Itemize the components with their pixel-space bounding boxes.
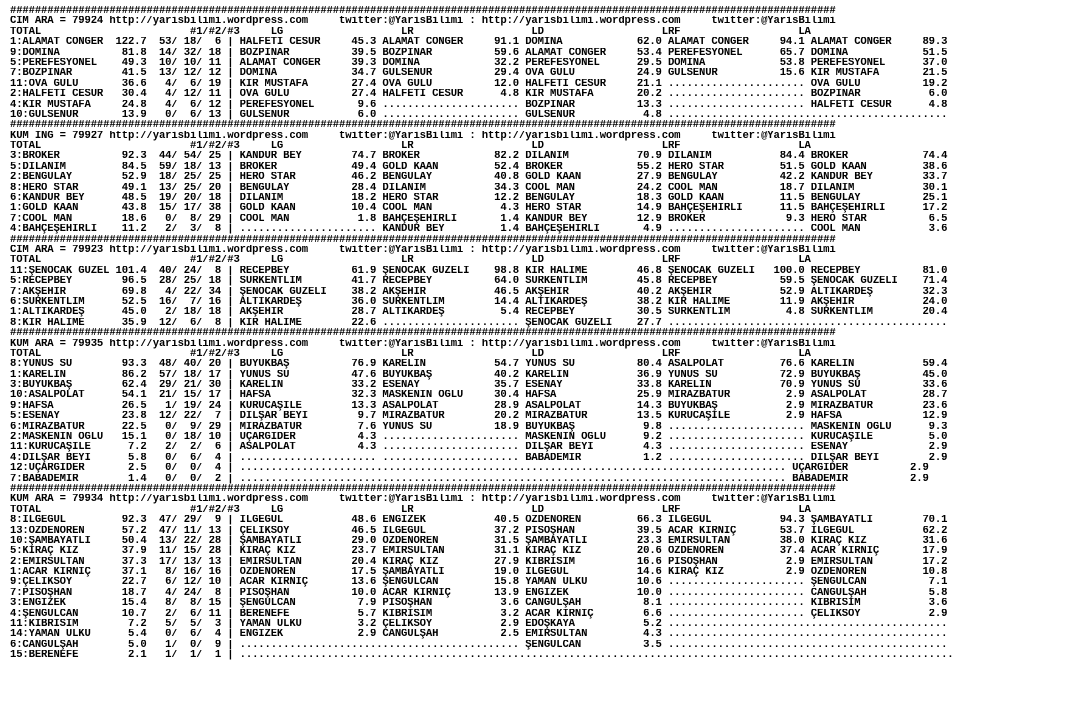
race-header: KUM ARA = 79934 http://yarisbilimi.wordpress.com twitter:@YarisBilimi : http://yarisbilimi.wordpress.com twitter:@YarisBilimi [10, 494, 836, 505]
data-row: 4:BAHÇEŞEHİRLİ 11.2 2/ 3/ 8 | ...................... KANDUR BEY 1.4 BAHÇEŞEHİRLİ 4.9 ...................... COOL MAN 3.6 [10, 224, 948, 235]
data-row: 5:KIRAÇ KIZ 37.9 11/ 15/ 28 | KIRAÇ KIZ 23.7 EMİRSULTAN 31.1 KIRAÇ KIZ 20.6 ÖZDENÖREN 37.4 ACAR KIRNIÇ 17.9 [10, 546, 948, 557]
data-row: 5:ESENAY 23.8 12/ 22/ 7 | DİLŞAR BEYİ 9.7 MİRAZBATUR 20.2 MİRAZBATUR 13.5 KURUCAŞİLE 2.9 HAFSA 12.9 [10, 411, 948, 422]
data-row: 5:PEREFESYONEL 49.3 10/ 10/ 11 | ALAMAT CÖNGER 39.3 DOMİNA 32.2 PEREFESYONEL 29.5 DOMİNA 53.8 PEREFESYONEL 37.0 [10, 57, 948, 69]
data-row: 2:EMİRSULTAN 37.3 17/ 13/ 13 | EMİRSULTAN 20.4 KIRAÇ KIZ 27.9 KİBRİSIM 16.6 PİSOŞHAN 2.9 EMİRSULTAN 17.2 [10, 556, 948, 568]
section-divider: ##################################################################################################################################### [10, 234, 836, 245]
race-header: KUM ING = 79927 http://yarisbilimi.wordpress.com twitter:@YarisBilimi : http://yarisbilimi.wordpress.com twitter:@YarisBilimi [10, 130, 836, 142]
section-divider: ##################################################################################################################################### [10, 120, 836, 131]
race-header: CIM ARA = 79923 http://yarisbilimi.wordpress.com twitter:@YarisBilimi : http://yarisbilimi.wordpress.com twitter:@YarisBilimi [10, 244, 836, 256]
data-row: 2:HALFETİ CESUR 30.4 4/ 12/ 11 | OVA GÜLÜ 27.4 HALFETİ CESUR 4.8 KIR MUSTAFA 20.2 ...................... BOZPINAR 6.0 [10, 89, 948, 100]
data-row: 10:GÜLSENUR 13.9 0/ 6/ 13 | GÜLSENUR 6.0 ...................... GÜLSENUR 4.8 ............................................. [10, 109, 948, 121]
data-row: 1:ALTIKARDEŞ 45.0 2/ 18/ 18 | AKŞEHİR 28.7 ALTIKARDEŞ 5.4 RECEPBEY 30.5 SURKENTLİM 4.8 SURKENTLİM 20.4 [10, 307, 948, 318]
data-row: 11:OVA GÜLÜ 36.6 4/ 6/ 19 | KIR MUSTAFA 27.4 OVA GÜLÜ 12.0 HALFETİ CESUR 21.1 ...................... OVA GÜLÜ 19.2 [10, 78, 948, 90]
column-header-row: TOTAL #1/#2/#3 LG LR LD LRF LA [10, 141, 811, 152]
data-row: 7:BOZPINAR 41.5 13/ 12/ 12 | DOMİNA 34.7 GÜLSENUR 29.4 OVA GÜLÜ 24.9 GÜLSENUR 15.6 KIR MUSTAFA 21.5 [10, 68, 948, 79]
data-row: 14:YAMAN ÜLKÜ 5.4 0/ 6/ 4 | ENGİZEK 2.9 CANGÜLŞAH 2.5 EMİRSULTAN 4.3 ............................................. [10, 629, 948, 640]
data-row: 9:HAFSA 26.5 1/ 19/ 24 | KURUCAŞİLE 13.3 ASALPOLAT 28.9 ASALPOLAT 14.3 BÜYÜKBAŞ 2.9 MİRAZBATUR 23.6 [10, 400, 948, 412]
data-row: 3:BROKER 92.3 44/ 54/ 25 | KANDUR BEY 74.7 BROKER 82.2 DİLANIM 70.9 DİLANIM 84.4 BROKER 74.4 [10, 151, 948, 162]
data-row: 6:CANGÜLŞAH 5.0 1/ 0/ 9 | ............................................. ŞENGÜLCAN 3.5 ............................................. [10, 639, 948, 651]
data-row: 15:BERENEFE 2.1 1/ 1/ 1 | ................................................................................................................... [10, 650, 954, 661]
section-divider: ##################################################################################################################################### [10, 328, 836, 339]
data-row: 11:KİBRİSIM 7.2 5/ 5/ 3 | YAMAN ÜLKÜ 3.2 ÇELİKSOY 2.9 EDOŞKAYA 5.2 ............................................. [10, 619, 948, 630]
data-row: 10:ŞAMBAYATLI 50.4 13/ 22/ 28 | ŞAMBAYATLI 29.0 ÖZDENÖREN 31.5 ŞAMBAYATLI 23.3 EMİRSULTAN 38.0 KIRAÇ KIZ 31.6 [10, 535, 948, 547]
data-row: 1:ACAR KIRNIÇ 37.1 8/ 16/ 16 | ÖZDENÖREN 17.5 ŞAMBAYATLI 19.0 İLGEGÜL 14.6 KIRAÇ KIZ 2.9 ÖZDENÖREN 10.8 [10, 567, 948, 578]
data-row: 3:ENGİZEK 15.4 8/ 8/ 15 | ŞENGÜLCAN 7.9 PİSOŞHAN 3.6 CANGÜLŞAH 8.1 ...................... KİBRİSIM 3.6 [10, 598, 948, 609]
data-row: 3:BÜYÜKBAŞ 62.4 29/ 21/ 30 | KARELİN 33.2 ESENAY 35.7 ESENAY 33.8 KARELİN 70.9 YUNUS SU 33.6 [10, 380, 948, 391]
data-row: 4:DİLŞAR BEYİ 5.8 0/ 6/ 4 | ...................... ...................... BABADEMİR 1.2 ...................... DİLŞAR BEYİ 2.9 [10, 452, 948, 464]
data-row: 2:BENGÜLAY 52.9 18/ 25/ 25 | HERO STAR 46.2 BENGÜLAY 40.8 GOLD KAAN 27.9 BENGÜLAY 42.2 KANDUR BEY 33.7 [10, 172, 948, 183]
data-row: 6:MİRAZBATUR 22.5 0/ 9/ 29 | MİRAZBATUR 7.6 YUNUS SU 18.9 BÜYÜKBAŞ 9.8 ...................... MASKENİN OĞLU 9.3 [10, 421, 948, 433]
race-stats-sheet [10, 6, 954, 661]
data-row: 9:ÇELİKSOY 22.7 6/ 12/ 10 | ACAR KIRNIÇ 13.6 ŞENGÜLCAN 15.8 YAMAN ÜLKÜ 10.6 ...................... ŞENGÜLCAN 7.1 [10, 577, 948, 588]
data-row: 8:YUNUS SU 93.3 48/ 40/ 20 | BÜYÜKBAŞ 76.9 KARELİN 54.7 YUNUS SU 80.4 ASALPOLAT 76.6 KARELİN 59.4 [10, 359, 948, 370]
data-row: 12:UÇARGİDER 2.5 0/ 0/ 4 | ........................................................................................ UÇARGİDER 2.9 [10, 463, 929, 474]
data-row: 4:ŞENGÜLCAN 10.7 2/ 6/ 11 | BERENEFE 5.7 KİBRİSIM 3.2 ACAR KIRNIÇ 6.6 ...................... ÇELİKSOY 2.9 [10, 608, 948, 620]
data-row: 4:KIR MUSTAFA 24.8 4/ 6/ 12 | PEREFESYONEL 9.6 ...................... BOZPINAR 13.3 ...................... HALFETİ CESUR 4.8 [10, 99, 948, 110]
data-row: 11:KURUCAŞİLE 7.2 2/ 2/ 6 | ASALPOLAT 4.3 ...................... DİLŞAR BEYİ 4.3 ...................... ESENAY 2.9 [10, 442, 948, 453]
data-row: 7:COOL MAN 18.6 0/ 8/ 29 | COOL MAN 1.8 BAHÇEŞEHİRLİ 1.4 KANDUR BEY 12.9 BROKER 9.3 HERO STAR 6.5 [10, 213, 948, 225]
data-row: 1:KARELİN 86.2 57/ 18/ 17 | YUNUS SU 47.6 BÜYÜKBAŞ 40.2 KARELİN 36.9 YUNUS SU 72.9 BÜYÜKBAŞ 45.0 [10, 369, 948, 381]
section-divider: ##################################################################################################################################### [10, 6, 836, 17]
data-row: 6:KANDUR BEY 48.5 19/ 20/ 18 | DİLANIM 18.2 HERO STAR 12.2 BENGÜLAY 18.3 GOLD KAAN 11.5 BENGÜLAY 25.1 [10, 193, 948, 204]
column-header-row: TOTAL #1/#2/#3 LG LR LD LRF LA [10, 348, 811, 360]
data-row: 5:DİLANIM 84.5 59/ 18/ 13 | BROKER 49.4 GOLD KAAN 52.4 BROKER 55.2 HERO STAR 51.5 GOLD KAAN 38.6 [10, 161, 948, 173]
data-row: 8:HERO STAR 49.1 13/ 25/ 20 | BENGÜLAY 28.4 DİLANIM 34.3 COOL MAN 24.2 COOL MAN 18.7 DİLANIM 30.1 [10, 182, 948, 194]
data-row: 7:PİSOŞHAN 18.7 4/ 24/ 8 | PİSOŞHAN 10.0 ACAR KIRNIÇ 13.9 ENGİZEK 10.0 ...................... CANGÜLŞAH 5.8 [10, 587, 948, 599]
data-row: 5:RECEPBEY 96.5 28/ 25/ 18 | SURKENTLİM 41.7 RECEPBEY 64.0 SURKENTLİM 45.8 RECEPBEY 59.5 ŞENOCAK GÜZELİ 71.4 [10, 276, 948, 287]
data-row: 9:DOMİNA 81.8 14/ 32/ 18 | BOZPINAR 39.5 BOZPINAR 59.6 ALAMAT CÖNGER 53.4 PEREFESYONEL 65.7 DOMİNA 51.5 [10, 47, 948, 58]
column-header-row: TOTAL #1/#2/#3 LG LR LD LRF LA [10, 504, 811, 516]
race-header: CIM ARA = 79924 http://yarisbilimi.wordpress.com twitter:@YarisBilimi : http://yarisbilimi.wordpress.com twitter:@YarisBilimi [10, 16, 836, 27]
data-row: 1:GOLD KAAN 43.8 15/ 17/ 38 | GOLD KAAN 10.4 COOL MAN 4.3 HERO STAR 14.9 BAHÇEŞEHİRLİ 11.5 BAHÇEŞEHİRLİ 17.2 [10, 203, 948, 214]
data-row: 13:ÖZDENÖREN 57.2 47/ 11/ 13 | ÇELİKSOY 46.5 İLGEGÜL 37.2 PİSOŞHAN 39.5 ACAR KIRNIÇ 53.7 İLGEGÜL 62.2 [10, 525, 948, 536]
data-row: 1:ALAMAT CÖNGER 122.7 53/ 18/ 6 | HALFETİ CESUR 45.3 ALAMAT CÖNGER 91.1 DOMİNA 62.0 ALAMAT CÖNGER 94.1 ALAMAT CÖNGER 89.3 [10, 37, 948, 48]
data-row: 2:MASKENİN OĞLU 15.1 0/ 18/ 10 | UÇARGİDER 4.3 ...................... MASKENİN OĞLU 9.2 ...................... KURUCAŞİLE 5.0 [10, 432, 948, 443]
column-header-row: TOTAL #1/#2/#3 LG LR LD LRF LA [10, 255, 811, 266]
data-row: 11:ŞENOCAK GÜZEL 101.4 40/ 24/ 8 | RECEPBEY 61.9 ŞENOCAK GÜZELİ 98.8 KIR HALİME 46.8 ŞENOCAK GÜZELİ 100.0 RECEPBEY 81.0 [10, 265, 948, 277]
data-row: 7:BABADEMİR 1.4 0/ 0/ 2 | ........................................................................................ BABADEMİR 2.9 [10, 473, 929, 484]
race-header: KUM ARA = 79935 http://yarisbilimi.wordpress.com twitter:@YarisBilimi : http://yarisbilimi.wordpress.com twitter:@YarisBilimi [10, 338, 836, 349]
data-row: 8:İLGEGÜL 92.3 47/ 29/ 9 | İLGEGÜL 48.6 ENGİZEK 40.5 ÖZDENÖREN 66.3 İLGEGÜL 94.3 ŞAMBAYATLI 70.1 [10, 515, 948, 526]
data-row: 10:ASALPOLAT 54.1 21/ 15/ 17 | HAFSA 32.3 MASKENİN OĞLU 30.4 HAFSA 25.9 MİRAZBATUR 2.9 ASALPOLAT 28.7 [10, 390, 948, 401]
data-row: 6:SURKENTLİM 52.5 16/ 7/ 16 | ALTIKARDEŞ 36.0 SURKENTLİM 14.4 ALTIKARDEŞ 38.2 KIR HALİME 11.9 AKŞEHİR 24.0 [10, 296, 948, 308]
data-row: 7:AKŞEHİR 69.8 4/ 22/ 34 | ŞENOCAK GÜZELİ 38.2 AKŞEHİR 46.5 AKŞEHİR 40.2 AKŞEHİR 52.9 ALTIKARDEŞ 32.3 [10, 286, 948, 297]
section-divider: ##################################################################################################################################### [10, 483, 836, 495]
data-row: 8:KIR HALİME 35.9 12/ 6/ 8 | KIR HALİME 22.6 ...................... ŞENOCAK GÜZELİ 27.7 ............................................. [10, 317, 948, 329]
column-header-row: TOTAL #1/#2/#3 LG LR LD LRF LA [10, 26, 811, 38]
